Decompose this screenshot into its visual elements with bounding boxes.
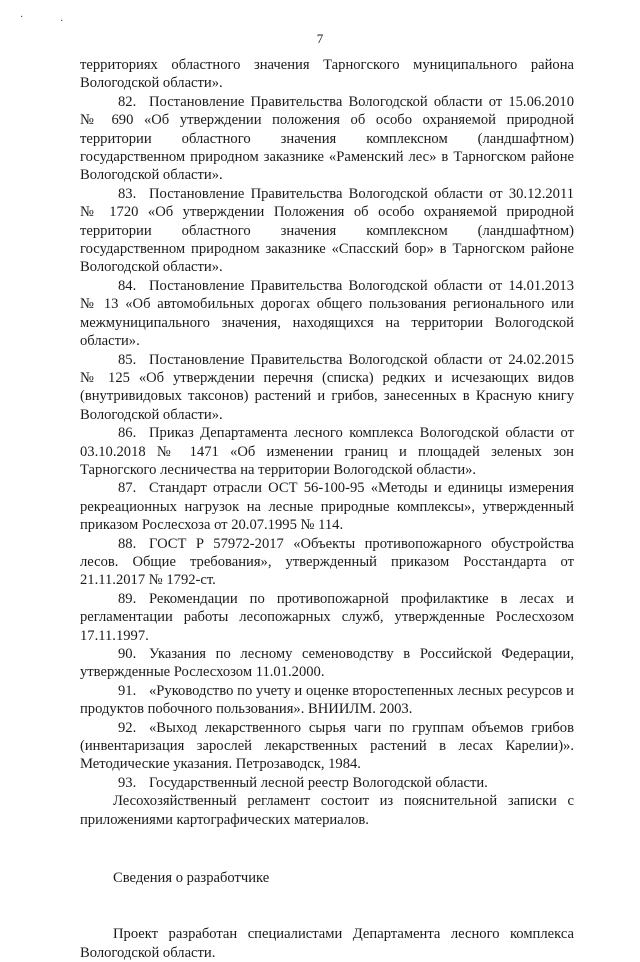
reference-number: 91. <box>118 682 137 699</box>
reference-item <box>80 479 574 534</box>
reference-text: Стандарт отрасли ОСТ 56-100-95 «Методы и единицы измерения рекреационных нагрузок на лесные природные комплексы», утвержденный приказом Рослесхоза от 20.07.1995 № 114. <box>80 480 574 534</box>
reference-number: 87. <box>118 480 137 497</box>
reference-number: 85. <box>118 351 137 368</box>
document-body <box>80 56 574 962</box>
reference-item <box>80 590 574 645</box>
reference-item <box>80 682 574 719</box>
reference-list <box>80 93 574 792</box>
reference-number: 84. <box>118 277 137 294</box>
reference-number: 82. <box>118 93 137 110</box>
reference-item <box>80 774 574 792</box>
reference-item <box>80 351 574 425</box>
reference-item <box>80 93 574 185</box>
reference-item <box>80 424 574 479</box>
reference-item <box>80 185 574 277</box>
page-number: 7 <box>316 31 324 46</box>
reference-text: Указания по лесному семеноводству в Российской Федерации, утвержденные Рослесхозом 11.01.2000. <box>80 646 574 681</box>
continuation-paragraph: территориях областного значения Тарногского муниципального района Вологодской области». <box>80 57 574 92</box>
reference-number: 83. <box>118 185 137 202</box>
reference-text: Государственный лесной реестр Вологодской области. <box>149 774 488 791</box>
reference-text: Постановление Правительства Вологодской области от 30.12.2011 № 1720 «Об утверждении Положения об особо охраняемой природной территории областного значения комплексном (ландшафтном) государственном природном заказнике «Спасский бор» в Тарногском районе Вологодской области». <box>80 185 574 276</box>
reference-number: 93. <box>118 774 137 791</box>
reference-item <box>80 277 574 351</box>
scan-speck: · <box>20 12 24 23</box>
reference-item <box>80 719 574 774</box>
scan-speck: · <box>60 16 64 27</box>
reference-number: 86. <box>118 425 137 442</box>
reference-text: «Руководство по учету и оценке второстепенных лесных ресурсов и продуктов побочного пользования». ВНИИЛМ. 2003. <box>80 682 574 718</box>
reference-text: ГОСТ Р 57972-2017 «Объекты противопожарного обустройства лесов. Общие требования», утвержденный приказом Росстандарта от 21.11.2017 № 1792-ст. <box>80 535 574 589</box>
reference-number: 92. <box>118 719 137 736</box>
reference-text: Постановление Правительства Вологодской области от 14.01.2013 № 13 «Об автомобильных дорогах общего пользования регионального или межмуниципального значения, находящихся на территории Вологодской области». <box>80 277 574 350</box>
reference-text: Приказ Департамента лесного комплекса Вологодской области от 03.10.2018 № 1471 «Об изменении границ и площадей зеленых зон Тарногского лесничества на территории Вологодской области». <box>80 425 574 478</box>
reference-item <box>80 535 574 590</box>
reference-number: 90. <box>118 646 137 662</box>
reference-text: «Выход лекарственного сырья чаги по группам объемов грибов (инвентаризация зарослей лекарственных растений в лесах Карелии)». Методические указания. Петрозаводск, 1984. <box>80 719 574 773</box>
reference-item <box>80 645 574 682</box>
closing-paragraph: Лесохозяйственный регламент состоит из пояснительной записки с приложениями картографических материалов. <box>80 793 574 828</box>
reference-number: 89. <box>118 590 137 607</box>
reference-text: Постановление Правительства Вологодской области от 24.02.2015 № 125 «Об утверждении перечня (списка) редких и исчезающих видов (внутривидовых таксонов) растений и грибов, занесенных в Красную книгу Вологодской области». <box>80 351 574 423</box>
developer-heading: Сведения о разработчике <box>113 870 270 887</box>
reference-text: Рекомендации по противопожарной профилактике в лесах и регламентации работы лесопожарных служб, утвержденные Рослесхозом 17.11.1997. <box>80 590 574 644</box>
reference-number: 88. <box>118 535 137 552</box>
reference-text: Постановление Правительства Вологодской области от 15.06.2010 № 690 «Об утверждении положения об особо охраняемой природной территории областного значения комплексном (ландшафтном) государственном природном заказнике «Раменский лес» в Тарногском районе Вологодской области». <box>80 93 574 184</box>
developer-paragraph: Проект разработан специалистами Департамента лесного комплекса Вологодской области. <box>80 926 574 961</box>
